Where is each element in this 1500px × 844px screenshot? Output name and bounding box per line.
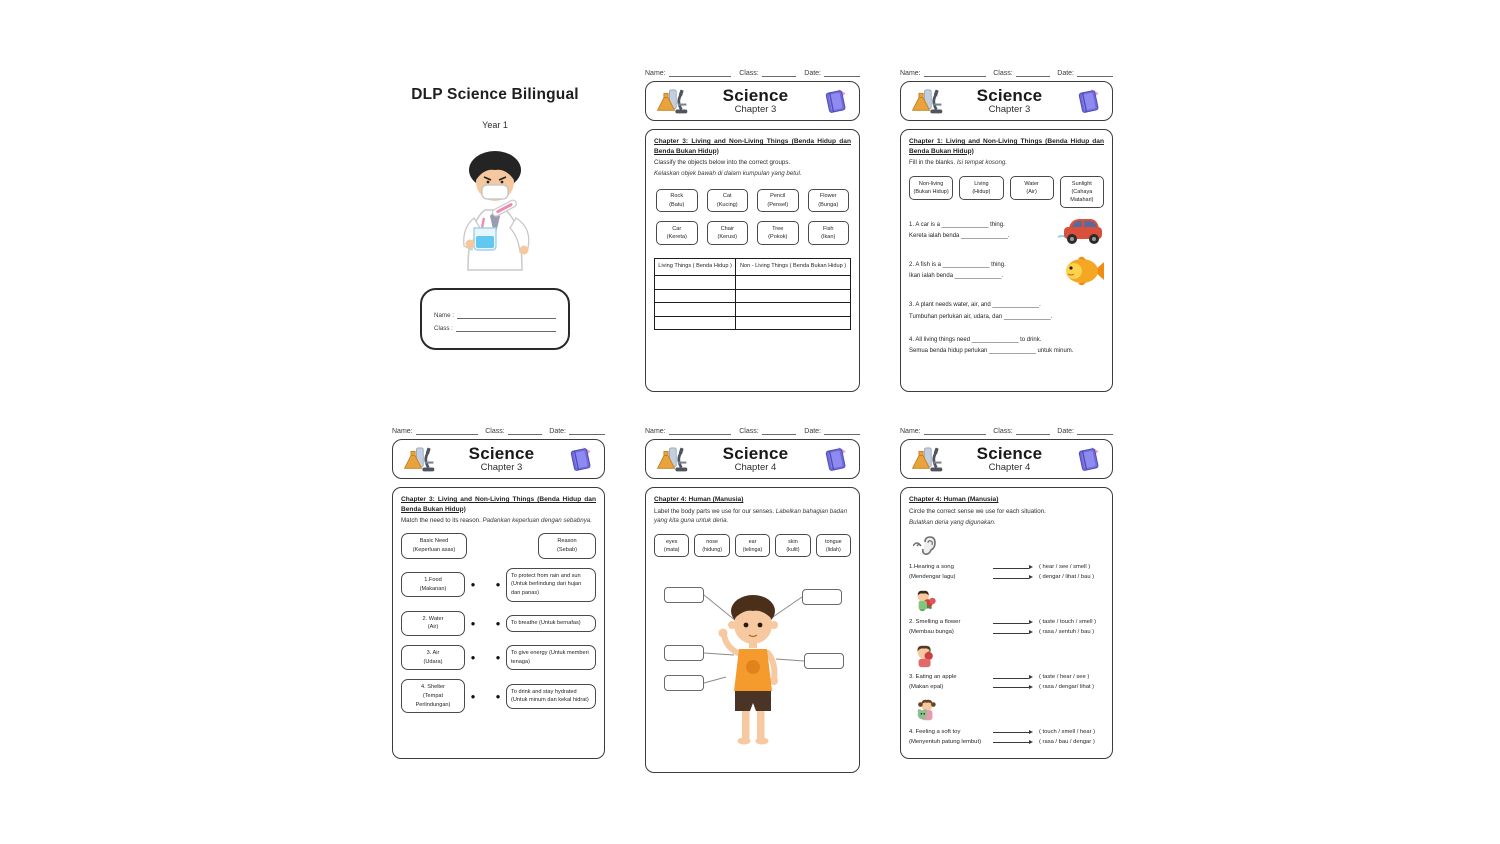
sense-q-my: (Menyentuh patung lembut) [909,738,982,745]
match-heading: Chapter 3: Living and Non-Living Things (Benda Hidup dan Benda Bukan Hidup) [401,496,596,513]
label-blank-box [804,653,844,669]
date-label: Date: [804,428,821,435]
word-card: Pencil (Pensel) [757,189,799,213]
sense-question-3 [909,642,1104,692]
name-class-date-line [392,428,605,435]
word-card: Sunlight (Cahaya Matahari) [1060,176,1104,208]
cover-title: DLP Science Bilingual [411,86,579,103]
sense-question-2 [909,587,1104,637]
sense-options-en: ( hear / see / smell ) [1039,564,1091,571]
page-fill-worksheet [900,70,1113,392]
page-cover [382,86,608,416]
name-label: Name: [900,70,921,77]
need-card: 4. Shelter (Tempat Perlindungan) [401,679,465,713]
classify-instruction-my: Kelaskan objek bawah di dalam kumpulan yang betul. [654,170,802,178]
cover-name-label: Name : [434,312,454,319]
fill-instruction [909,158,1104,167]
word-card: Car (Kereta) [656,221,698,245]
soft-toy-image [913,699,939,723]
question-1: 1. A car is a ______________ thing. Kereta ialah benda ______________. [909,221,1010,240]
worksheet-title: Science [976,85,1043,105]
arrow-line [993,620,1033,626]
question-4: 4. All living things need ______________ to drink. Semua benda hidup perlukan ______________ untuk minum. [909,336,1074,355]
class-label: Class: [993,428,1013,435]
worksheet-header [645,439,860,479]
match-dot: ● [470,691,476,701]
microscope-flask-icon [910,85,944,117]
sense-options-my: ( rasa / bau / dengar ) [1039,739,1095,745]
fill-instruction-en: Fill in the blanks. [909,159,956,167]
label-instruction [654,507,851,526]
label-blank-box [664,645,704,661]
cover-year: Year 1 [482,120,508,130]
cover-name-blank [457,313,556,319]
sense-question-1 [909,532,1104,582]
sense-options-my: ( rasa / dengar/ lihat ) [1039,684,1095,691]
reason-card: To breathe (Untuk bernafas) [506,615,596,632]
match-dot: ● [495,618,501,628]
word-card: Rock (Batu) [656,189,698,213]
match-right-header: Reason (Sebab) [538,533,596,558]
worksheet-chapter: Chapter 3 [734,104,777,116]
worksheet-chapter: Chapter 3 [988,104,1031,116]
body-labeling-diagram [654,563,851,765]
book-icon [822,87,850,115]
need-card: 3. Air (Udara) [401,645,465,670]
smelling-flower-image [913,589,939,613]
arrow-line [993,575,1033,581]
date-label: Date: [1057,428,1074,435]
label-heading: Chapter 4: Human (Manusia) [654,496,744,503]
word-card: Non-living (Bukan Hidup) [909,176,953,200]
sense-q-en: 1.Hearing a song [909,564,954,571]
arrow-line [993,685,1033,691]
cover-class-label: Class : [434,325,453,332]
cover-class-blank [456,326,556,332]
classify-heading: Chapter 3: Living and Non-Living Things (Benda Hidup dan Benda Bukan Hidup) [654,138,851,155]
worksheet-chapter: Chapter 4 [734,462,777,474]
class-label: Class: [485,428,505,435]
circle-content-box [900,487,1113,759]
worksheet-title: Science [976,443,1043,463]
question-3: 3. A plant needs water, air, and ______________. Tumbuhan perlukan air, udara, dan ______________. [909,302,1053,320]
word-card: Flower (Bunga) [808,189,850,213]
worksheet-header [392,439,605,479]
label-blank-box [802,589,842,605]
name-label: Name: [645,428,666,435]
page-classify-worksheet [645,70,860,392]
word-card: tongue (lidah) [816,534,851,557]
worksheet-title: Science [722,85,789,105]
worksheet-title: Science [468,443,535,463]
microscope-flask-icon [910,443,944,475]
sense-options-my: ( dengar / lihat / bau ) [1039,574,1095,581]
book-icon [567,445,595,473]
fill-content-box [900,129,1113,392]
reason-card: To drink and stay hydrated (Untuk minum dan kekal hidrat) [506,684,596,709]
classification-table [654,258,851,330]
reason-card: To protect from rain and sun (Untuk berlindung dari hujan dan panas) [506,568,596,602]
table-col-nonliving: Non - Living Things ( Benda Bukan Hidup ) [736,259,851,276]
label-blank-box [664,675,704,691]
page-match-worksheet [392,428,605,759]
book-icon [822,445,850,473]
match-dot: ● [495,653,501,663]
sense-options-en: ( touch / smell / hear ) [1039,729,1096,736]
book-icon [1075,445,1103,473]
arrow-line [993,730,1033,736]
table-row [655,276,851,290]
match-instruction [401,516,596,525]
date-label: Date: [1057,70,1074,77]
word-card: Water (Air) [1010,176,1054,200]
word-card: ear (telinga) [735,534,770,557]
word-card: Tree (Pokok) [757,221,799,245]
car-image [1056,215,1104,247]
sense-q-en: 3. Eating an apple [909,674,957,681]
sense-q-my: (Makan epal) [909,683,944,690]
circle-instruction-en: Circle the correct sense we use for each situation. [909,507,1046,515]
name-class-date-line [900,70,1113,77]
reason-card: To give energy (Untuk memberi tenaga) [506,645,596,670]
sense-options-en: ( taste / touch / smell ) [1039,619,1097,626]
arrow-line [993,565,1033,571]
page-circle-worksheet [900,428,1113,759]
match-left-header: Basic Need (Keperluan asas) [401,533,467,558]
need-card: 1.Food (Makanan) [401,572,465,597]
worksheet-chapter: Chapter 3 [480,462,523,474]
word-card: eyes (mata) [654,534,689,557]
word-card: Cat (Kucing) [707,189,749,213]
sense-q-en: 4. Feeling a soft toy [909,728,961,735]
arrow-line [993,675,1033,681]
eating-apple-image [913,644,937,668]
question-2: 2. A fish is a ______________ thing. Ikan ialah benda ______________. [909,261,1006,280]
need-card: 2. Water (Air) [401,611,465,636]
arrow-line [993,740,1033,746]
microscope-flask-icon [655,85,689,117]
match-dot: ● [470,618,476,628]
name-class-date-line [645,428,860,435]
microscope-flask-icon [655,443,689,475]
label-instruction-my: Labelkan bahagian badan yang kita guna untuk deria. [654,507,848,524]
match-dot: ● [470,653,476,663]
fill-word-bank [909,176,1104,208]
table-col-living: Living Things ( Benda Hidup ) [655,259,736,276]
label-blank-box [664,587,704,603]
match-row [401,568,596,602]
label-instruction-en: Label the body parts we use for our senses. [654,507,775,515]
table-row [655,289,851,303]
match-content-box [392,487,605,759]
match-dot: ● [495,691,501,701]
label-word-bank [654,534,851,557]
fish-image [1062,254,1104,288]
match-dot: ● [470,580,476,590]
arrow-line [993,630,1033,636]
match-row [401,645,596,670]
sense-options-en: ( taste / hear / see ) [1039,674,1090,681]
match-row [401,679,596,713]
classify-word-bank [656,189,849,246]
match-instruction-my: Padankan keperluan dengan sebabnya. [482,517,592,525]
name-label: Name: [900,428,921,435]
sense-q-my: (Membau bunga) [909,629,954,636]
table-row [655,316,851,330]
class-label: Class: [993,70,1013,77]
worksheet-header [645,81,860,121]
circle-instruction-my: Bulatkan deria yang digunakan. [909,518,996,526]
cover-name-class-box [420,288,570,350]
name-class-date-line [645,70,860,77]
name-class-date-line [900,428,1113,435]
class-label: Class: [739,70,759,77]
word-card: Fish (Ikan) [808,221,850,245]
page-label-worksheet [645,428,860,773]
classify-content-box [645,129,860,392]
worksheet-header [900,81,1113,121]
match-row [401,611,596,636]
worksheet-chapter: Chapter 4 [988,462,1031,474]
classify-instruction-en: Classify the objects below into the correct groups. [654,159,791,167]
sense-options-my: ( rasa / sentuh / bau ) [1039,629,1095,636]
table-row [655,303,851,317]
circle-heading: Chapter 4: Human (Manusia) [909,496,999,503]
match-instruction-en: Match the need to its reason. [401,517,481,525]
ear-icon [913,534,939,558]
fill-instruction-my: Isi tempat kosong. [956,159,1008,167]
word-card: Living (Hidup) [959,176,1003,200]
class-label: Class: [739,428,759,435]
word-card: nose (hidung) [694,534,729,557]
sense-q-en: 2. Smelling a flower [909,619,961,626]
book-icon [1075,87,1103,115]
sense-q-my: (Mendengar lagu) [909,574,956,581]
fill-heading: Chapter 1: Living and Non-Living Things (Benda Hidup dan Benda Bukan Hidup) [909,138,1104,155]
sense-question-4 [909,697,1104,747]
date-label: Date: [804,70,821,77]
worksheet-header [900,439,1113,479]
word-card: skin (kulit) [775,534,810,557]
name-label: Name: [392,428,413,435]
word-card: Chair (Kerusi) [707,221,749,245]
match-dot: ● [495,580,501,590]
scientist-illustration [440,144,550,272]
date-label: Date: [549,428,566,435]
microscope-flask-icon [402,443,436,475]
worksheet-title: Science [722,443,789,463]
name-label: Name: [645,70,666,77]
label-content-box [645,487,860,773]
